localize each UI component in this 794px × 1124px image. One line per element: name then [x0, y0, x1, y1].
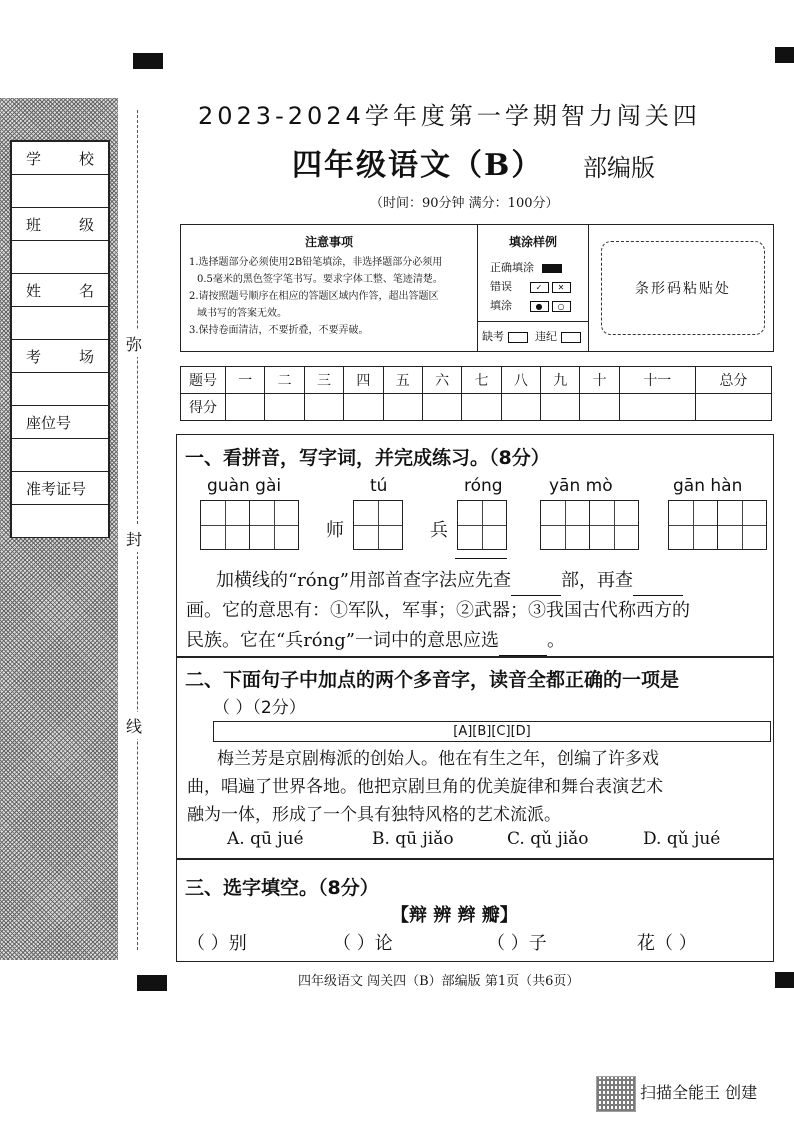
- fill-blank-3[interactable]: （ ）子: [487, 933, 547, 954]
- score-cell[interactable]: [541, 394, 580, 421]
- info-blank-seat[interactable]: [12, 439, 108, 472]
- info-row-seat: 座位号: [12, 406, 108, 439]
- char-bing: 兵: [430, 520, 448, 541]
- para-line-2: 画。它的意思有：①军队，军事；②武器；③我国古代称西方的: [186, 600, 690, 621]
- question-number: 八: [501, 367, 540, 394]
- score-cell[interactable]: [344, 394, 383, 421]
- fill-blank-4[interactable]: 花（ ）: [637, 933, 697, 954]
- para-line-3b: 。: [546, 630, 565, 651]
- score-cell[interactable]: [265, 394, 304, 421]
- student-info-box: [10, 140, 110, 538]
- option-b[interactable]: B. qū jiǎo: [372, 829, 454, 849]
- page-footer: 四年级语文 闯关四（B）部编版 第1页（共6页）: [298, 974, 580, 989]
- passage-line: 融为一体，形成了一个具有独特风格的艺术流派。: [187, 805, 561, 825]
- total-header: 总分: [695, 367, 771, 394]
- fill-sample-title: 填涂样例: [508, 235, 557, 249]
- seal-char-3: 线: [126, 712, 142, 739]
- registration-mark-bottom-right: [775, 972, 794, 988]
- section-1-heading: 一、看拼音，写字词，并完成练习。（8分）: [185, 447, 550, 469]
- notice-item: 域书写的答案无效。: [197, 308, 287, 319]
- registration-mark-top-right: [775, 47, 794, 63]
- writing-grid-rong[interactable]: [457, 500, 507, 550]
- score-cell[interactable]: [422, 394, 461, 421]
- section-2-passage: [187, 745, 771, 829]
- wrong-fill-circle-icon: ○: [552, 301, 571, 312]
- violation-checkbox[interactable]: [561, 332, 581, 343]
- correct-fill-sample: [542, 264, 562, 273]
- wrong-fill-cross-icon: ✕: [552, 282, 571, 293]
- score-cell[interactable]: [383, 394, 422, 421]
- writing-grid-tu[interactable]: [353, 500, 403, 550]
- section-3-heading: 三、选字填空。（8分）: [185, 877, 379, 899]
- info-row-ticket: 准考证号: [12, 472, 108, 505]
- score-table-score-row: [181, 394, 772, 421]
- registration-mark-top-left: [133, 53, 163, 69]
- option-d[interactable]: D. qǔ jué: [643, 829, 721, 849]
- question-number: 十: [580, 367, 619, 394]
- para-line-1b: 部，再查: [560, 570, 633, 591]
- scanner-watermark: 扫描全能王 创建: [640, 1083, 758, 1102]
- score-cell[interactable]: [695, 394, 771, 421]
- question-number: 一: [226, 367, 265, 394]
- choice-characters: 【辩 辨 辫 瓣】: [391, 905, 518, 926]
- notice-item: 2.请按照题号顺序在相应的答题区域内作答，超出答题区: [189, 291, 439, 302]
- qr-logo-icon: [596, 1076, 636, 1112]
- wrong-fill-label: 错误: [490, 280, 512, 293]
- score-table-header-row: [181, 367, 772, 394]
- writing-grid-yanmo[interactable]: [540, 500, 639, 550]
- seal-char-1: 弥: [126, 330, 142, 357]
- info-row-school: 学 校: [12, 142, 108, 175]
- section-3: [176, 858, 774, 962]
- score-cell[interactable]: [226, 394, 265, 421]
- score-row-label: 得分: [181, 394, 226, 421]
- section-2-heading: 二、下面句子中加点的两个多音字，读音全都正确的一项是: [185, 669, 680, 691]
- pinyin-tu: tú: [370, 476, 388, 496]
- char-shi: 师: [326, 520, 344, 541]
- violation-label: 违纪: [535, 330, 557, 343]
- notice-item: 3.保持卷面清洁，不要折叠，不要弄破。: [189, 325, 369, 336]
- seal-char-2: 封: [126, 525, 142, 552]
- passage-line: 梅兰芳是京剧梅派的创始人。他在有生之年，创编了许多戏: [217, 749, 659, 769]
- writing-grid-guangai[interactable]: [200, 500, 299, 550]
- fill-sample: [478, 225, 589, 351]
- wrong-fill-dot-icon: ●: [530, 301, 549, 312]
- info-row-name: 姓 名: [12, 274, 108, 307]
- question-number: 四: [344, 367, 383, 394]
- question-number: 二: [265, 367, 304, 394]
- info-blank-exam-room[interactable]: [12, 373, 108, 406]
- notice-title: 注意事项: [304, 235, 353, 249]
- notice-instructions: [181, 225, 478, 351]
- pinyin-rong: róng: [464, 476, 503, 496]
- question-number: 六: [422, 367, 461, 394]
- question-number: 五: [383, 367, 422, 394]
- registration-mark-bottom-left: [137, 975, 167, 991]
- para-line-1a: 加横线的“róng”用部首查字法应先查: [216, 570, 511, 591]
- question-number: 三: [304, 367, 343, 394]
- question-number: 九: [541, 367, 580, 394]
- subject-title: 四年级语文（B）: [292, 148, 544, 183]
- wrong-fill-check-icon: ✓: [530, 282, 549, 293]
- score-table-label: 题号: [181, 367, 226, 394]
- para-line-3a: 民族。它在“兵róng”一词中的意思应选: [186, 630, 499, 651]
- score-cell[interactable]: [501, 394, 540, 421]
- info-blank-class[interactable]: [12, 241, 108, 274]
- info-row-exam-room: 考 场: [12, 340, 108, 373]
- barcode-area: 条形码粘贴处: [601, 241, 765, 335]
- notice-item: 1.选择题部分必须使用2B铅笔填涂，非选择题部分必须用: [189, 257, 443, 268]
- wrong-fill-label-2: 填涂: [490, 299, 512, 312]
- pinyin-yanmo: yān mò: [549, 476, 613, 496]
- pinyin-ganhan: gān hàn: [673, 476, 743, 496]
- writing-grid-ganhan[interactable]: [668, 500, 767, 550]
- absent-label: 缺考: [482, 330, 504, 343]
- score-cell[interactable]: [462, 394, 501, 421]
- question-number: 七: [462, 367, 501, 394]
- section-2-paren: （ ）（2分）: [213, 698, 306, 718]
- info-blank-school[interactable]: [12, 175, 108, 208]
- time-info: （时间：90分钟 满分：100分）: [370, 196, 559, 211]
- info-blank-ticket[interactable]: [12, 505, 108, 537]
- notice-box: [180, 224, 774, 352]
- exam-title: 2023-2024学年度第一学期智力闯关四: [198, 102, 701, 130]
- fill-blank-2[interactable]: （ ）论: [333, 933, 393, 954]
- edition-label: 部编版: [583, 154, 655, 182]
- score-table: [180, 366, 772, 421]
- info-blank-name[interactable]: [12, 307, 108, 340]
- option-a[interactable]: A. qū jué: [227, 829, 304, 849]
- section-1-paragraph: [186, 566, 770, 656]
- question-number: 十一: [619, 367, 695, 394]
- passage-line: 曲，唱遍了世界各地。他把京剧旦角的优美旋律和舞台表演艺术: [187, 777, 663, 797]
- rong-underline: [455, 558, 507, 559]
- score-cell[interactable]: [619, 394, 695, 421]
- absent-checkbox[interactable]: [508, 332, 528, 343]
- option-c[interactable]: C. qǔ jiǎo: [507, 829, 589, 849]
- section-2: [176, 656, 774, 860]
- correct-fill-label: 正确填涂: [490, 261, 534, 274]
- pinyin-guangai: guàn gài: [207, 476, 282, 496]
- notice-item: 0.5毫米的黑色签字笔书写。要求字体工整、笔迹清楚。: [197, 274, 443, 285]
- fill-blank-1[interactable]: （ ）别: [187, 933, 247, 954]
- info-row-class: 班 级: [12, 208, 108, 241]
- score-cell[interactable]: [580, 394, 619, 421]
- answer-option-box[interactable]: [A][B][C][D]: [213, 721, 771, 742]
- score-cell[interactable]: [304, 394, 343, 421]
